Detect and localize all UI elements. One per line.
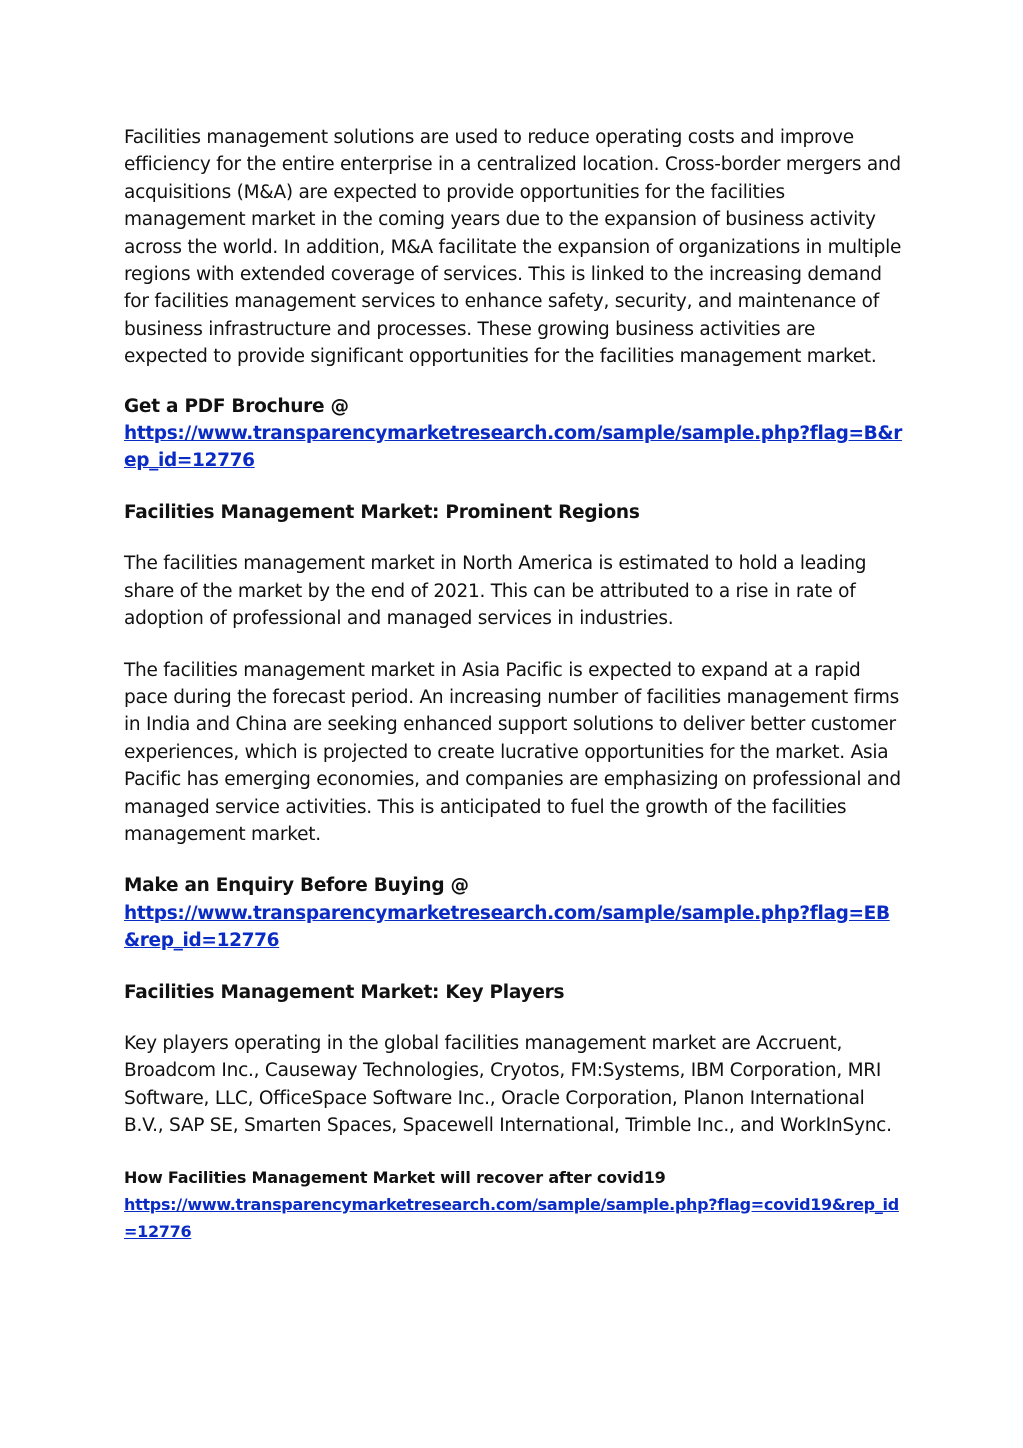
covid-link[interactable]: https://www.transparencymarketresearch.com/sample/sample.php?flag=covid19&rep_id=12776 [124,1194,899,1241]
brochure-label: Get a PDF Brochure @ [124,395,349,417]
covid-label: How Facilities Management Market will recover after covid19 [124,1167,666,1187]
intro-paragraph: Facilities management solutions are used to reduce operating costs and improve efficiency for the entire enterprise in a centralized location. Cross-border mergers and acquisitions (M&A) are expected to provide opportunities for the facilities management market in the coming years due to the expansion of business activity across the world. In addition, M&A facilitate the expansion of organizations in multiple regions with extended coverage of services. This is linked to the increasing demand for facilities management services to enhance safety, security, and maintenance of business infrastructure and processes. These growing business activities are expected to provide significant opportunities for the facilities management market. [124,127,902,368]
key-players-heading: Facilities Management Market: Key Players [124,981,565,1003]
brochure-link[interactable]: https://www.transparencymarketresearch.com/sample/sample.php?flag=B&rep_id=12776 [124,423,902,472]
regions-paragraph-asia-pacific: The facilities management market in Asia Pacific is expected to expand at a rapid pace during the forecast period. An increasing number of facilities management firms in India and China are seeking enhanced support solutions to deliver better customer experiences, which is projected to create lucrative opportunities for the market. Asia Pacific has emerging economies, and companies are emphasizing on professional and managed service activities. This is anticipated to fuel the growth of the facilities management market. [124,659,901,845]
enquiry-label: Make an Enquiry Before Buying @ [124,875,469,897]
key-players-paragraph: Key players operating in the global facilities management market are Accruent, Broadcom Inc., Causeway Technologies, Cryotos, FM:Systems, IBM Corporation, MRI Software, LLC, OfficeSpace Software Inc., Oracle Corporation, Planon International B.V., SAP SE, Smarten Spaces, Spacewell International, Trimble Inc., and WorkInSync. [124,1032,892,1137]
document-page [124,124,904,1245]
regions-heading: Facilities Management Market: Prominent Regions [124,501,640,523]
regions-paragraph-north-america: The facilities management market in North America is estimated to hold a leading share of the market by the end of 2021. This can be attributed to a rise in rate of adoption of professional and managed services in industries. [124,553,867,630]
enquiry-link[interactable]: https://www.transparencymarketresearch.com/sample/sample.php?flag=EB&rep_id=12776 [124,902,890,952]
